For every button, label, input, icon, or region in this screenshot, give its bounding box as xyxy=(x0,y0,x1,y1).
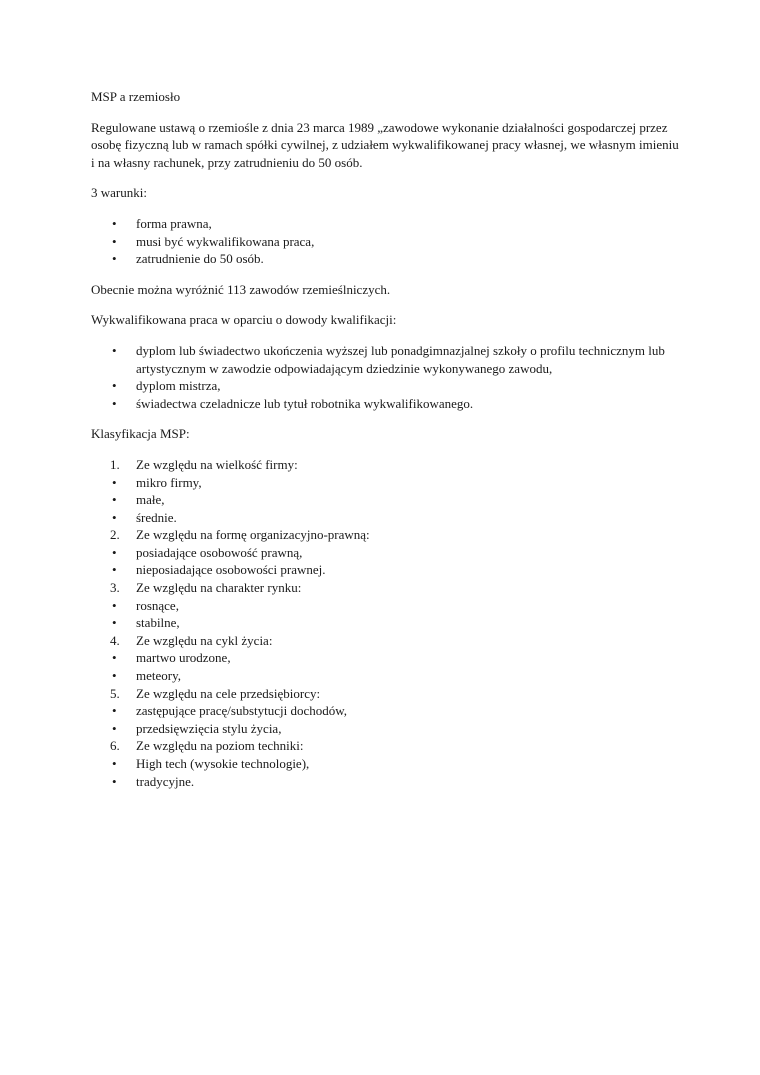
classification-heading xyxy=(91,632,681,650)
list-number: 5. xyxy=(110,685,120,701)
list-item xyxy=(91,377,681,395)
list-number: 4. xyxy=(110,632,120,648)
qualified-label: Wykwalifikowana praca w oparciu o dowody kwalifikacji: xyxy=(91,312,397,328)
classification-heading xyxy=(91,685,681,703)
bullet-icon: • xyxy=(112,251,117,267)
list-item xyxy=(91,597,681,615)
list-item xyxy=(91,561,681,579)
list-item xyxy=(91,720,681,738)
classification-heading-text: Ze względu na wielkość firmy: xyxy=(136,456,298,472)
bullet-icon: • xyxy=(112,342,117,358)
bullet-icon: • xyxy=(112,703,117,719)
classification-list xyxy=(91,456,681,790)
list-item xyxy=(91,233,681,251)
list-item-text: High tech (wysokie technologie), xyxy=(136,756,310,771)
list-item-text: małe, xyxy=(136,492,165,508)
classification-heading xyxy=(91,456,681,474)
bullet-icon: • xyxy=(112,668,117,684)
list-item-text: zatrudnienie do 50 osób. xyxy=(136,251,264,267)
list-item xyxy=(91,755,681,773)
bullet-icon: • xyxy=(112,756,117,771)
list-item-text: stabilne, xyxy=(136,615,180,631)
document-page xyxy=(91,88,681,803)
list-item-text: posiadające osobowość prawną, xyxy=(136,544,303,560)
bullet-icon: • xyxy=(112,773,117,789)
list-item-text: świadectwa czeladnicze lub tytuł robotnika wykwalifikowanego. xyxy=(136,395,474,411)
bullet-icon: • xyxy=(112,474,117,490)
list-item xyxy=(91,250,681,268)
list-item-text: dyplom lub świadectwo ukończenia wyższej lub ponadgimnazjalnej szkoły o profilu technicznym lub artystycznym w zawodzie odpowiadającym dziedzinie wykonywanego zawodu, xyxy=(136,342,665,376)
bullet-icon: • xyxy=(112,615,117,631)
bullet-icon: • xyxy=(112,544,117,560)
bullet-icon: • xyxy=(112,597,117,613)
classification-heading xyxy=(91,526,681,544)
bullet-icon: • xyxy=(112,509,117,525)
classification-heading-text: Ze względu na cykl życia: xyxy=(136,632,273,648)
classification-heading-text: Ze względu na formę organizacyjno-prawną: xyxy=(136,527,370,543)
list-item xyxy=(91,342,681,377)
bullet-icon: • xyxy=(112,233,117,249)
bullet-icon: • xyxy=(112,562,117,578)
list-number: 1. xyxy=(110,456,120,472)
list-item-text: rosnące, xyxy=(136,597,179,613)
bullet-icon: • xyxy=(112,492,117,508)
list-item-text: dyplom mistrza, xyxy=(136,378,221,394)
bullet-icon: • xyxy=(112,215,117,231)
classification-heading-text: Ze względu na cele przedsiębiorcy: xyxy=(136,685,321,701)
classification-heading xyxy=(91,579,681,597)
list-item-text: nieposiadające osobowości prawnej. xyxy=(136,562,326,578)
professions-paragraph: Obecnie można wyróżnić 113 zawodów rzemieślniczych. xyxy=(91,281,391,297)
classification-heading-text: Ze względu na charakter rynku: xyxy=(136,580,302,596)
document-title: MSP a rzemiosło xyxy=(91,89,181,104)
bullet-icon: • xyxy=(112,395,117,411)
list-item-text: meteory, xyxy=(136,668,181,684)
list-item xyxy=(91,667,681,685)
classification-label: Klasyfikacja MSP: xyxy=(91,426,190,442)
list-item xyxy=(91,491,681,509)
list-item-text: przedsięwzięcia stylu życia, xyxy=(136,720,282,736)
list-number: 6. xyxy=(110,738,120,754)
list-item-text: forma prawna, xyxy=(136,215,212,231)
bullet-icon: • xyxy=(112,720,117,736)
list-number: 2. xyxy=(110,527,120,543)
qualified-list xyxy=(91,342,681,412)
conditions-label: 3 warunki: xyxy=(91,185,147,201)
list-item xyxy=(91,474,681,492)
list-item xyxy=(91,649,681,667)
list-item xyxy=(91,215,681,233)
list-item-text: musi być wykwalifikowana praca, xyxy=(136,233,315,249)
list-item xyxy=(91,509,681,527)
list-item xyxy=(91,773,681,791)
list-item xyxy=(91,395,681,413)
list-number: 3. xyxy=(110,580,120,596)
list-item-text: mikro firmy, xyxy=(136,474,202,490)
classification-heading xyxy=(91,737,681,755)
conditions-list xyxy=(91,215,681,268)
bullet-icon: • xyxy=(112,650,117,666)
bullet-icon: • xyxy=(112,378,117,394)
list-item-text: tradycyjne. xyxy=(136,773,195,789)
list-item-text: zastępujące pracę/substytucji dochodów, xyxy=(136,703,348,719)
list-item xyxy=(91,702,681,720)
list-item xyxy=(91,614,681,632)
list-item-text: średnie. xyxy=(136,509,177,525)
classification-heading-text: Ze względu na poziom techniki: xyxy=(136,738,304,754)
list-item-text: martwo urodzone, xyxy=(136,650,231,666)
list-item xyxy=(91,544,681,562)
intro-paragraph: Regulowane ustawą o rzemiośle z dnia 23 marca 1989 „zawodowe wykonanie działalności gospodarczej przez osobę fizyczną lub w ramach spółki cywilnej, z udziałem wykwalifikowanej pracy własnej, we własnym imieniu i na własny rachunek, przy zatrudnieniu do 50 osób. xyxy=(91,119,679,170)
